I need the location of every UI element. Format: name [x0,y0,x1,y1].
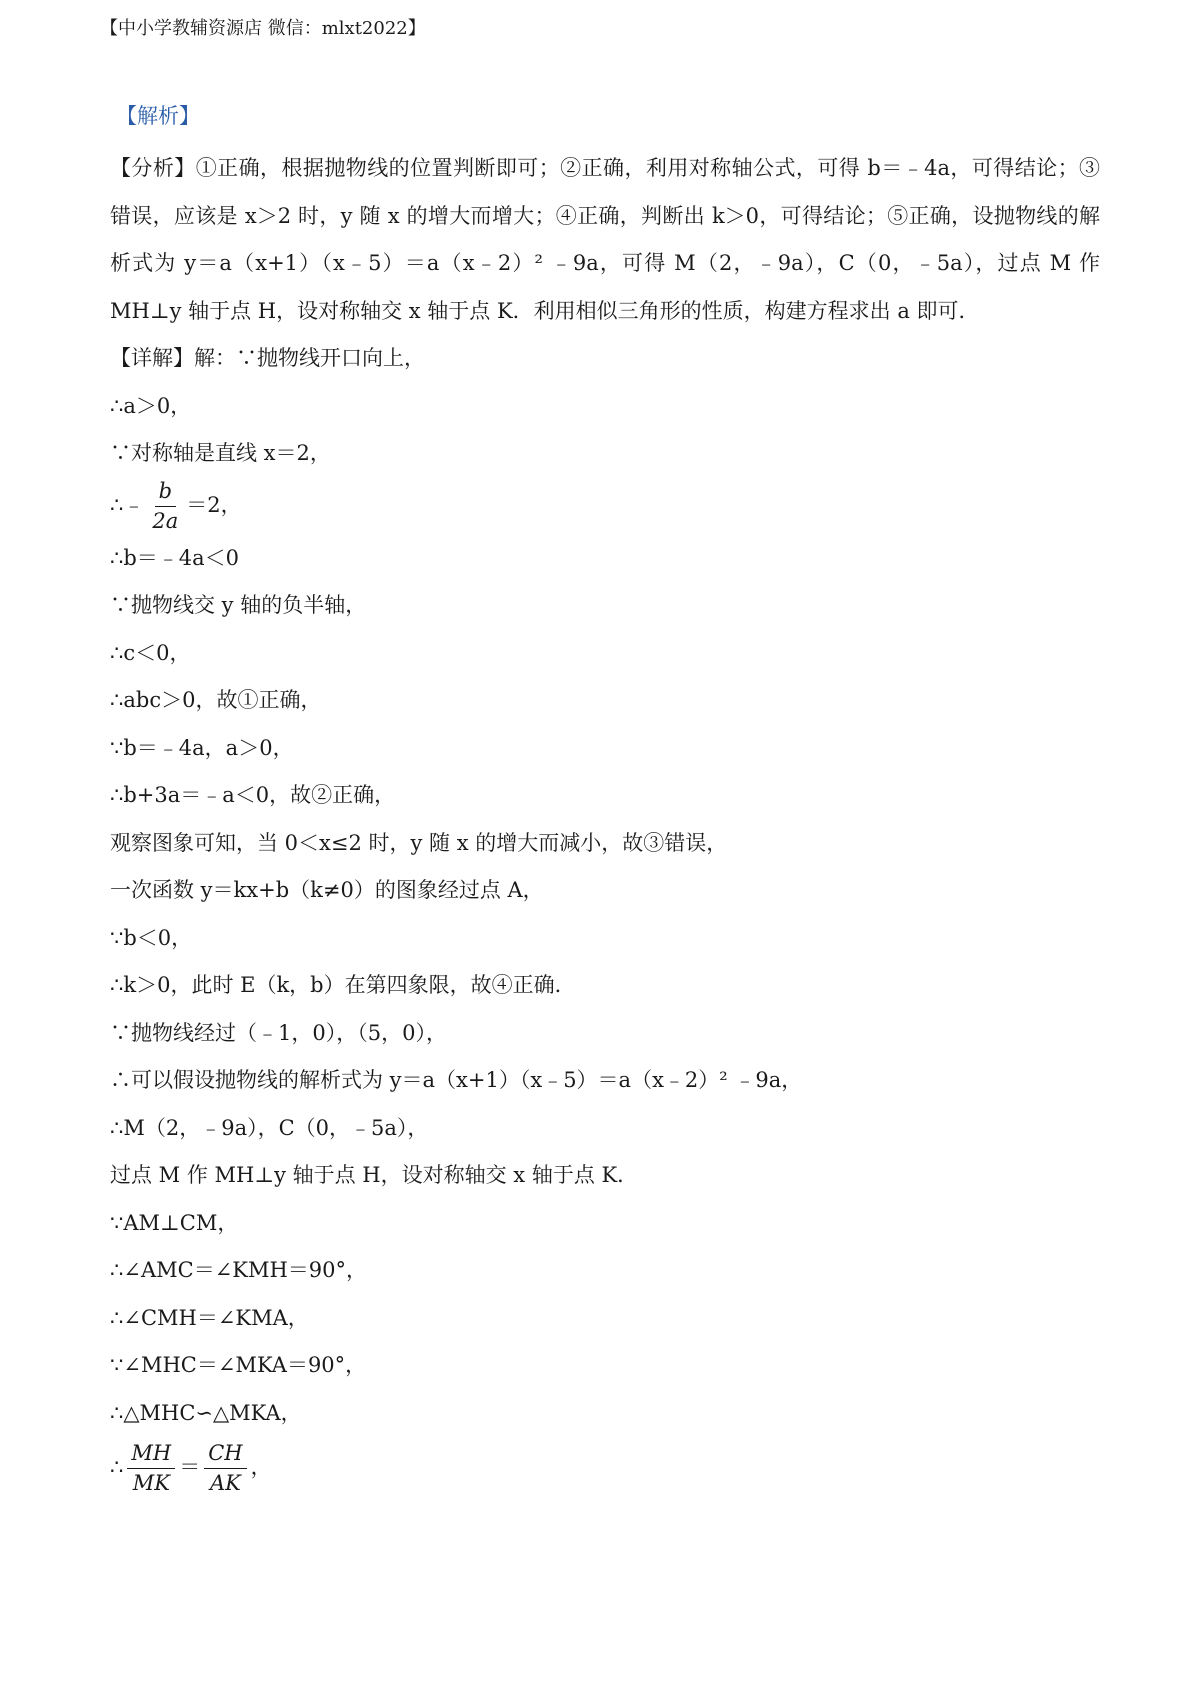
frac1-denominator: 2a [152,508,179,533]
detail-line: 观察图象可知，当 0＜x≤2 时，y 随 x 的增大而减小，故③错误， [110,830,728,855]
detail-line: ∴M（2，﹣9a），C（0，﹣5a）， [110,1115,429,1140]
analysis-label: 【分析】 [110,156,196,180]
fraction-b-over-2a [148,477,182,535]
fraction-mh-over-mk [127,1439,175,1497]
analysis-paragraph [110,145,1100,335]
solution-content [110,145,1100,1499]
detail-line: ∴可以假设抛物线的解析式为 y＝a（x+1）（x﹣5）＝a（x﹣2）² ﹣9a， [110,1068,803,1092]
detail-line: ∵AM⊥CM， [110,1210,239,1235]
detail-line: ∴∠AMC＝∠KMH＝90°， [110,1258,368,1282]
analysis-text: ①正确，根据抛物线的位置判断即可；②正确，利用对称轴公式，可得 b＝﹣4a，可得结论；③错误，应该是 x＞2 时，y 随 x 的增大而增大；④正确，判断出 k＞0，可得结论；⑤正确，设抛物线的解析式为 y＝a（x+1）（x﹣5）＝a（x﹣2）² ﹣9a，可得 M（2，﹣9a），C（0，﹣5a），过点 M 作 MH⊥y 轴于点 H，设对称轴交 x 轴于点 K．利用相似三角形的性质，构建方程求出 a 即可． [110,156,1101,323]
detail-line: ∵b＝﹣4a，a＞0， [110,735,294,760]
detail-line: ∵b＜0， [110,925,193,950]
detail-line: ∴a＞0， [110,393,192,418]
detail-line: ∴∠CMH＝∠KMA， [110,1305,309,1330]
frac1-numerator: b [155,477,176,506]
detail-line: 【详解】解：∵抛物线开口向上， [110,346,425,370]
detail-line: ∵∠MHC＝∠MKA＝90°， [110,1353,367,1377]
detail-line: 过点 M 作 MH⊥y 轴于点 H，设对称轴交 x 轴于点 K． [110,1163,639,1187]
detail-line: ∴△MHC∽△MKA， [110,1400,302,1425]
detail-line: ∴k＞0，此时 E（k，b）在第四象限，故④正确． [110,973,576,997]
frac2-denominator-1: MK [132,1470,170,1495]
detail-line: ∴b＝﹣4a＜0 [110,545,240,570]
frac2-equals: ＝ [179,1455,201,1480]
frac2-numerator-2: CH [204,1439,246,1468]
frac2-suffix: ， [250,1455,272,1480]
frac2-prefix: ∴ [110,1455,124,1480]
detail-line: ∵对称轴是直线 x＝2， [110,441,331,465]
fraction-line-1 [110,478,1100,535]
fraction-ch-over-ak [204,1439,246,1497]
section-title: 【解析】 [116,104,200,128]
frac1-prefix: ∴﹣ [110,493,145,518]
detail-line: ∴b+3a＝﹣a＜0，故②正确， [110,783,396,807]
detail-line: ∵抛物线经过（﹣1，0），（5，0）， [110,1020,447,1045]
frac1-suffix: ＝2， [186,493,242,518]
detail-line: ∵抛物线交 y 轴的负半轴， [110,593,367,617]
frac2-denominator-2: AK [209,1470,241,1495]
frac2-numerator-1: MH [127,1439,175,1468]
detail-line: 一次函数 y＝kx+b（k≠0）的图象经过点 A， [110,878,544,902]
detail-line: ∴c＜0， [110,640,191,665]
fraction-line-2 [110,1437,1100,1499]
page-header: 【中小学教辅资源店 微信：mlxt2022】 [100,18,426,39]
detail-line: ∴abc＞0，故①正确， [110,688,322,712]
